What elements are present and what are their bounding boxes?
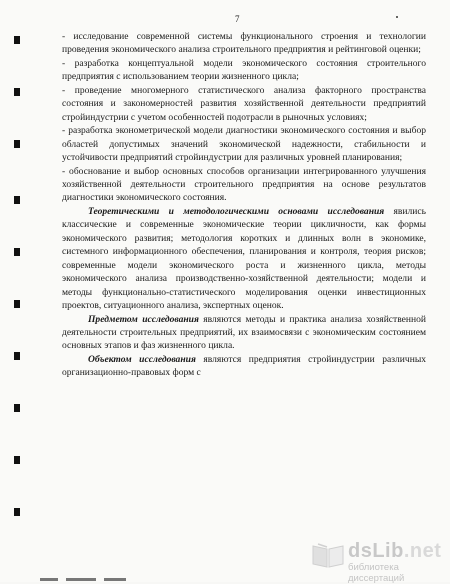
list-item-1: - исследование современной системы функционального строения и технологии проведения экономического анализа строительного предприятия и рейтинговой оценки; <box>62 31 426 56</box>
theory-lead: Теоретическими и методологическими основами исследования <box>88 205 385 217</box>
body-text <box>62 30 426 380</box>
list-item-2: - разработка концептуальной модели экономического состояния строительного предприятия с использованием теории жизненного цикла; <box>62 57 426 83</box>
brand-name <box>348 540 441 563</box>
paragraph-theory <box>62 205 426 313</box>
list-item-3: - проведение многомерного статистического анализа факторного пространства состояния и закономерностей развития хозяйственной деятельности предприятий стройиндустрии с учетом особенностей подотрасли в рыночных условиях; <box>62 84 426 123</box>
watermark-brand <box>310 540 442 584</box>
object-rest: являются предприятия стройиндустрии различных организационно-правовых форм с <box>62 353 427 379</box>
list-item-4: - разработка эконометрической модели диагностики экономического состояния и выбор областей допустимых значений экономической надежности, стабильности и устойчивости предприятий стройиндустрии для различных уровней планирования; <box>62 125 426 164</box>
scan-bottom-edge <box>40 578 240 582</box>
brand-subtitle: библиотека диссертаций <box>348 562 405 584</box>
page-number: 7 <box>235 14 240 24</box>
scan-dot <box>396 16 398 18</box>
paragraph-object <box>62 353 426 380</box>
list-item-5: - обоснование и выбор основных способов организации интегрированного улучшения хозяйственной деятельности строительного предприятия на основе результатов диагностики экономического состояния. <box>62 165 426 204</box>
brand-name-main: dsLib <box>348 540 404 562</box>
theory-rest: явились классические и современные экономические теории цикличности, как формы экономического развития; методология коротких и длинных волн в экономике, системного информационного обеспечения, планирования и контроля, теория рисков; современные модели экономического роста и жизненного цикла, методы экономического анализа производственно-хозяйственной деятельности; модели и методы функционально-статистического моделирования оценки инвестиционных проектов, ситуационного анализа, экспертных оценок. <box>62 205 426 312</box>
paragraph-subject <box>62 313 426 353</box>
brand-name-tld: .net <box>403 540 442 562</box>
book-logo-icon <box>310 540 346 570</box>
subject-lead: Предметом исследования <box>88 313 199 325</box>
subject-rest: являются методы и практика анализа хозяйственной деятельности строительных предприятий, их взаимосвязи с экономическим состоянием основных этапов и фаз жизненного цикла. <box>62 313 426 352</box>
object-lead: Объектом исследования <box>88 353 196 365</box>
